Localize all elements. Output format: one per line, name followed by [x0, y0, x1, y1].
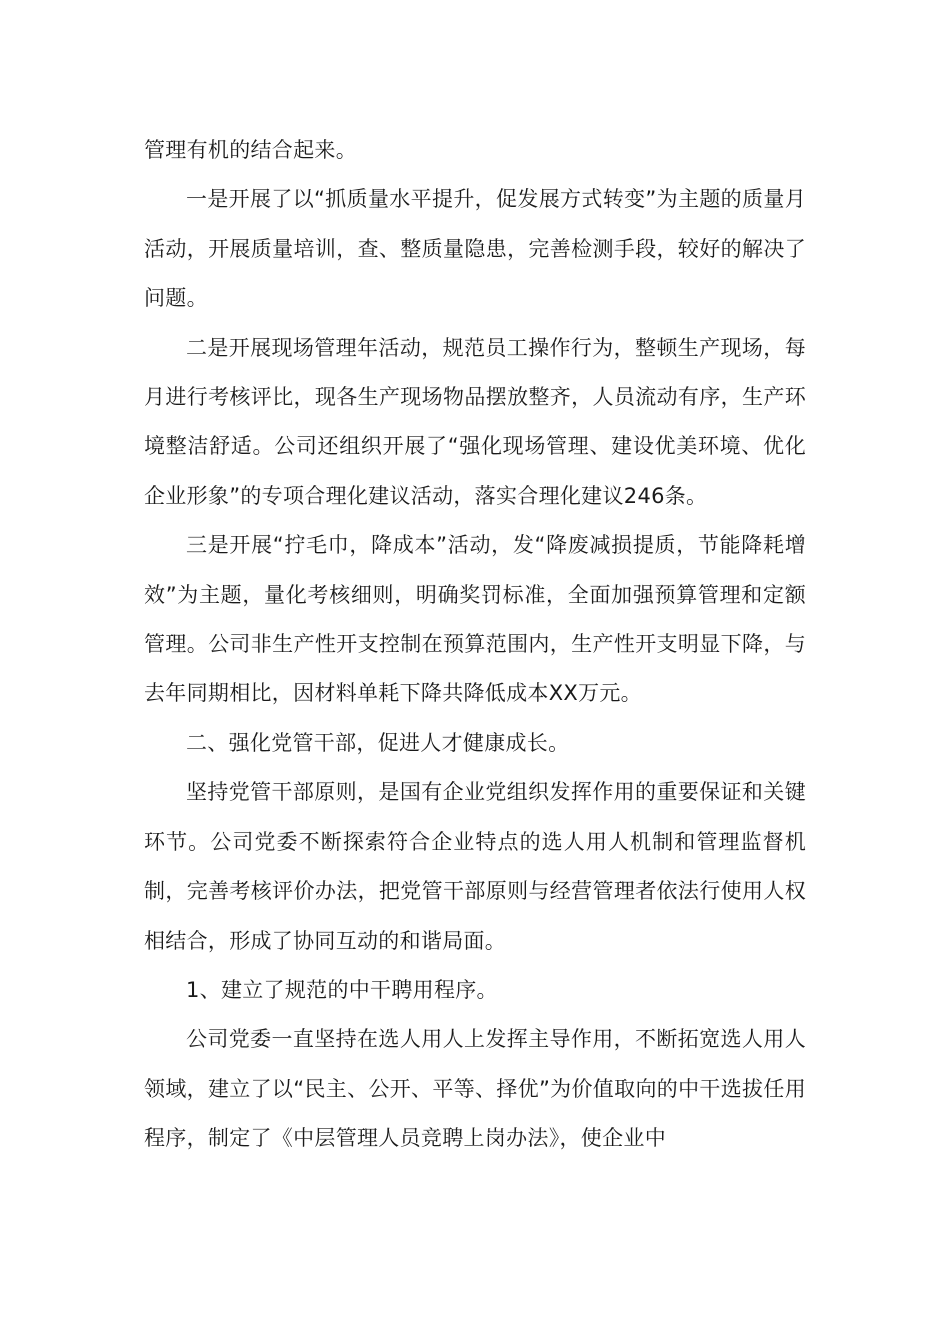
section-heading: 二、强化党管干部，促进人才健康成长。	[186, 730, 570, 755]
document-body	[144, 126, 806, 1164]
paragraph-1: 管理有机的结合起来。	[144, 138, 357, 162]
paragraph-2: 一是开展了以“抓质量水平提升，促发展方式转变”为主题的质量月活动，开展质量培训，查、整质量隐患，完善检测手段，较好的解决了问题。	[144, 187, 806, 311]
paragraph-5: 坚持党管干部原则，是国有企业党组织发挥作用的重要保证和关键环节。公司党委不断探索符合企业特点的选人用人机制和管理监督机制，完善考核评价办法，把党管干部原则与经营管理者依法行使用人权相结合，形成了协同互动的和谐局面。	[144, 780, 806, 953]
paragraph-6: 公司党委一直坚持在选人用人上发挥主导作用，不断拓宽选人用人领域，建立了以“民主、公开、平等、择优”为价值取向的中干选拔任用程序，制定了《中层管理人员竞聘上岗办法》，使企业中	[144, 1027, 806, 1151]
paragraph-4: 三是开展“拧毛巾，降成本”活动，发“降废减损提质，节能降耗增效”为主题，量化考核细则，明确奖罚标准，全面加强预算管理和定额管理。公司非生产性开支控制在预算范围内，生产性开支明显下降，与去年同期相比，因材料单耗下降共降低成本XX万元。	[144, 533, 806, 706]
subsection-heading: 1、建立了规范的中干聘用程序。	[186, 977, 498, 1002]
paragraph-3: 二是开展现场管理年活动，规范员工操作行为，整顿生产现场，每月进行考核评比，现各生产现场物品摆放整齐，人员流动有序，生产环境整洁舒适。公司还组织开展了“强化现场管理、建设优美环境、优化企业形象”的专项合理化建议活动，落实合理化建议246条。	[144, 335, 806, 508]
